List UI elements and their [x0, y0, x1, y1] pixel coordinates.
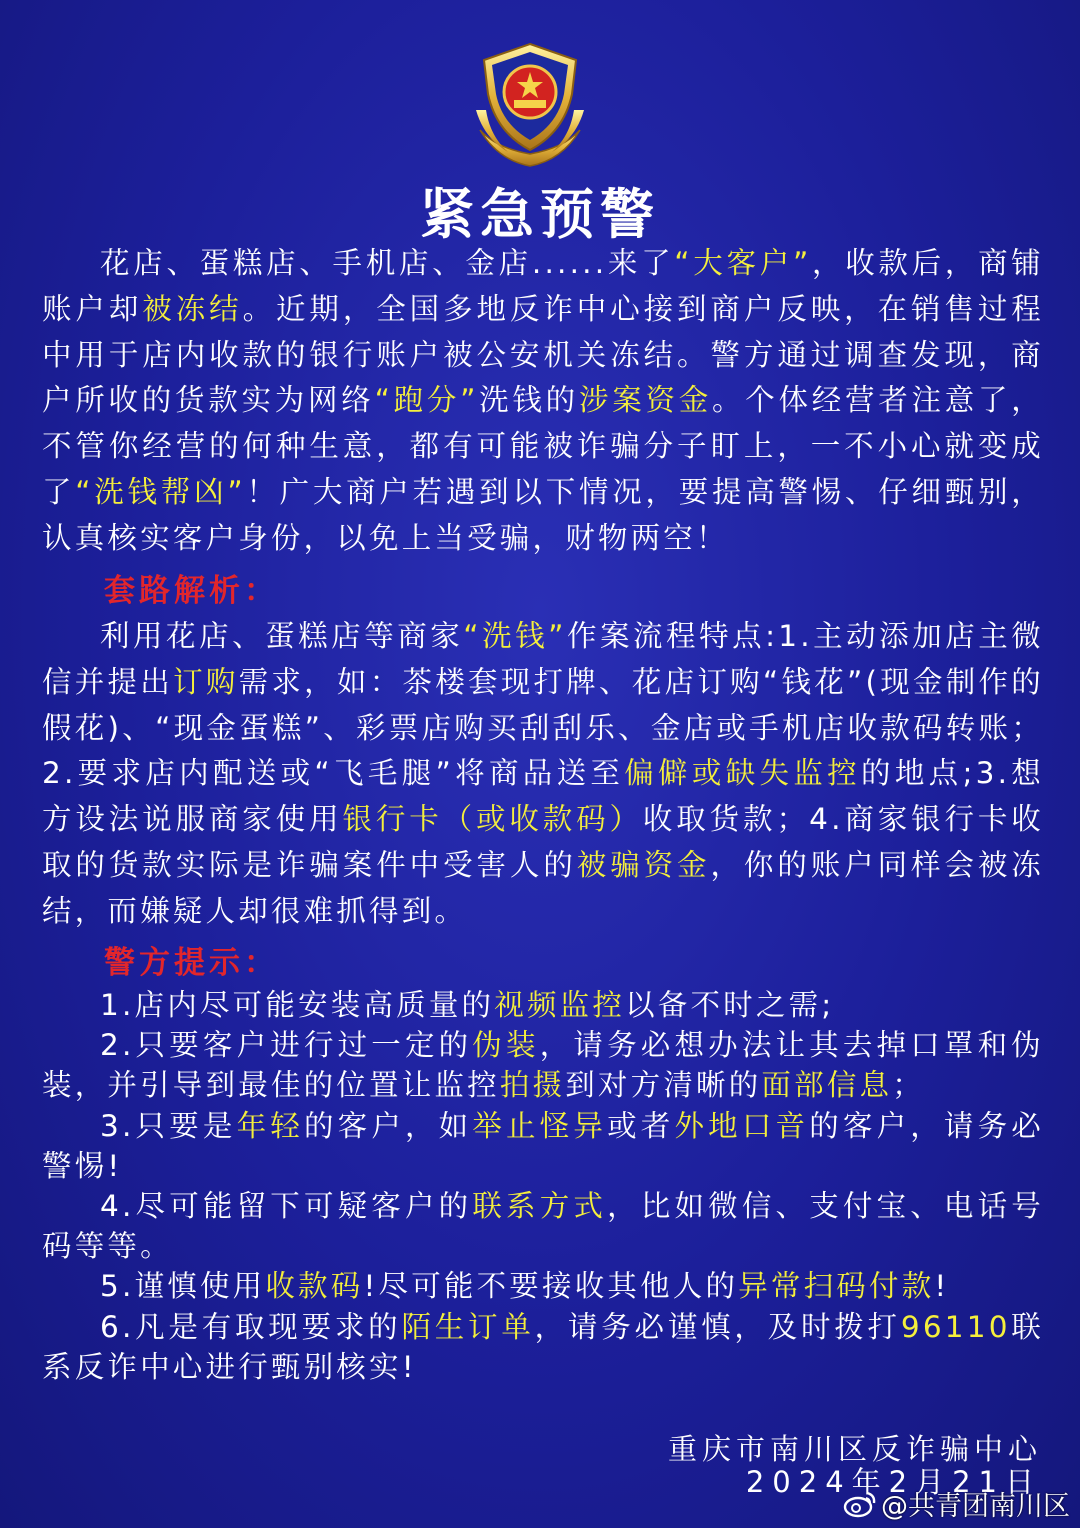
body-text: 到对方清晰的	[565, 1068, 762, 1103]
tip-item	[42, 985, 1044, 1025]
highlight-text: 伪装	[472, 1028, 540, 1063]
body-text: ！广大商户若遇到以下情况，要提高警惕、仔细甄别，认真核实客户身份，以免上当受骗，财物两空！	[42, 474, 1044, 555]
body-text: 的客户，如	[303, 1108, 473, 1143]
tip-item	[42, 1266, 1044, 1306]
tactics-paragraph	[42, 614, 1044, 935]
highlight-text: 陌生订单	[401, 1309, 535, 1344]
body-text: 。个体经营者注意了，不管你经营的何种生意，都有可能被诈骗分子盯上，一不小心就变成了	[42, 383, 1044, 509]
body-text: 花店、蛋糕店、手机店、金店......来了	[100, 246, 675, 280]
body-text: ，请务必谨慎，及时拨打	[534, 1309, 901, 1344]
highlight-text: 外地口音	[674, 1108, 810, 1143]
weibo-icon	[843, 1489, 877, 1519]
highlight-text: 联系方式	[472, 1189, 608, 1224]
intro-paragraph	[42, 241, 1044, 562]
body-text: 利用花店、蛋糕店等商家	[100, 619, 464, 653]
highlight-text: 视频监控	[494, 988, 626, 1022]
body-text: 5.谨慎使用	[100, 1269, 266, 1304]
highlight-text: “洗钱帮凶”	[75, 474, 246, 509]
body-text: 作案流程特点:1.主动添加店主微信并提出	[42, 619, 1044, 699]
body-text: 4.尽可能留下可疑客户的	[100, 1189, 473, 1224]
highlight-text: 订购	[173, 664, 239, 699]
highlight-text: 96110	[900, 1309, 1011, 1344]
body-text: ，请务必想办法让其去掉口罩和伪装，并引导到最佳的位置让监控	[42, 1028, 1044, 1103]
highlight-text: 拍摄	[499, 1068, 566, 1103]
highlight-text: 年轻	[236, 1108, 304, 1143]
body-text: 或者	[607, 1108, 675, 1143]
tip-item	[42, 1025, 1044, 1105]
body-text: 1.店内尽可能安装高质量的	[100, 988, 495, 1022]
body-text: 。近期，全国多地反诈中心接到商户反映，在销售过程中用于店内收款的银行账户被公安机关冻结。警方通过调查发现，商户所收的货款实为网络	[42, 291, 1044, 418]
body-text: ，收款后，商铺账户却	[42, 246, 1044, 326]
watermark	[843, 1484, 1070, 1523]
body-text: 收取货款；4.商家银行卡收取的货款实际是诈骗案件中受害人的	[42, 802, 1044, 882]
body-text: !	[934, 1269, 950, 1304]
highlight-text: 面部信息	[761, 1068, 893, 1103]
tip-item	[42, 1307, 1044, 1387]
tip-item	[42, 1106, 1044, 1186]
body-text: ，比如微信、支付宝、电话号码等等。	[42, 1189, 1044, 1264]
highlight-text: 银行卡（或收款码）	[342, 802, 643, 837]
highlight-text: “洗钱”	[463, 619, 567, 653]
highlight-text: 涉案资金	[578, 383, 712, 418]
section-title-police-tips: 警方提示：	[104, 945, 279, 981]
highlight-text: 被冻结	[142, 291, 243, 326]
footer-date: 2024年2月21日	[745, 1465, 1042, 1499]
highlight-text: 收款码	[265, 1269, 364, 1304]
highlight-text: 偏僻或缺失监控	[624, 756, 861, 791]
body-text: ；	[892, 1068, 925, 1103]
body-text: 以备不时之需;	[625, 988, 835, 1022]
tips-list	[42, 985, 1044, 1387]
body-text: 需求，如：茶楼套现打牌、花店订购“钱花”(现金制作的假花)、“现金蛋糕”、彩票店购买刮刮乐、金店或手机店收款码转账；2.要求店内配送或“飞毛腿”将商品送至	[42, 664, 1045, 791]
tip-item	[42, 1186, 1044, 1266]
section-title-tactics: 套路解析：	[104, 573, 279, 609]
body-text: 联系反诈中心进行甄别核实!	[42, 1309, 1044, 1384]
body-text: 洗钱的	[478, 383, 579, 418]
highlight-text: 异常扫码付款	[738, 1269, 935, 1304]
highlight-text: “跑分”	[374, 383, 479, 418]
highlight-text: 举止怪异	[472, 1108, 608, 1143]
body-text: 的地点;3.想方设法说服商家使用	[42, 756, 1044, 837]
body-text: 2.只要客户进行过一定的	[100, 1028, 473, 1063]
watermark-text: @共青团南川区	[881, 1491, 1070, 1522]
page-title: 紧急预警	[420, 183, 660, 246]
police-badge-icon	[468, 40, 592, 170]
body-text: 3.只要是	[100, 1108, 237, 1143]
body-text: 的客户，请务必警惕!	[42, 1108, 1044, 1183]
footer-org: 重庆市南川区反诈骗中心	[667, 1432, 1042, 1466]
highlight-text: 被骗资金	[576, 847, 711, 882]
body-text: 6.凡是有取现要求的	[100, 1309, 402, 1344]
body-text: !尽可能不要接收其他人的	[363, 1269, 739, 1304]
highlight-text: “大客户”	[674, 246, 812, 280]
body-text: ，你的账户同样会被冻结，而嫌疑人却很难抓得到。	[42, 847, 1044, 928]
